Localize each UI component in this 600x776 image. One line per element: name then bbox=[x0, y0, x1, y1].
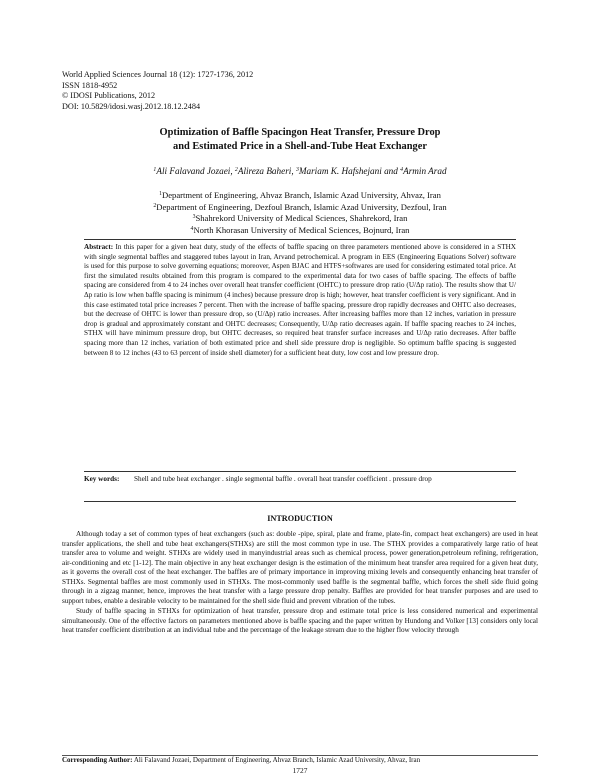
affiliation-4-sup: 4 bbox=[190, 225, 194, 232]
paragraph-2: Study of baffle spacing in STHXs for optimization of heat transfer, pressure drop and estimate total price is less considered numerical and experimental simultaneously. One of the effective factors on parameters mentioned above is baffle spacing and the paper written by Hundong and Volker [13] considers only local heat transfer coefficient distribution at an individual tube and the percentage of the leakage stream due to the higher flow velocity through bbox=[62, 607, 538, 634]
keywords-divider bbox=[84, 501, 516, 502]
corresponding-text: Ali Falavand Jozaei, Department of Engineering, Ahvaz Branch, Islamic Azad University, Ahvaz, Iran bbox=[133, 756, 421, 764]
author-list bbox=[62, 166, 538, 176]
journal-copyright: © IDOSI Publications, 2012 bbox=[62, 91, 156, 101]
corresponding-author bbox=[62, 756, 538, 765]
author-3-name: Mariam K. Hafshejani and bbox=[298, 166, 398, 176]
keywords-text: Shell and tube heat exchanger . single segmental baffle . overall heat transfer coefficient . pressure drop bbox=[134, 475, 432, 483]
affiliation-3-text: Shahrekord University of Medical Sciences, Shahrekord, Iran bbox=[195, 213, 408, 223]
author-1-sup: 1 bbox=[153, 167, 157, 173]
affiliation-3-sup: 3 bbox=[192, 214, 196, 220]
affiliation-4 bbox=[62, 225, 538, 237]
keywords bbox=[84, 474, 516, 484]
abstract-box bbox=[84, 239, 516, 472]
paper-title bbox=[62, 126, 538, 154]
abstract-label: Abstract: bbox=[84, 243, 114, 251]
author-2-sup: 2 bbox=[234, 167, 238, 173]
affiliation-4-text: North Khorasan University of Medical Sciences, Bojnurd, Iran bbox=[193, 224, 410, 235]
affiliation-1-text: Department of Engineering, Ahvaz Branch, Islamic Azad University, Ahvaz, Iran bbox=[162, 190, 441, 200]
keywords-label: Key words: bbox=[84, 475, 120, 483]
abstract bbox=[84, 243, 516, 358]
journal-issn: ISSN 1818-4952 bbox=[62, 80, 118, 90]
journal-doi: DOI: 10.5829/idosi.wasj.2012.18.12.2484 bbox=[62, 101, 201, 111]
affiliation-3 bbox=[62, 213, 538, 225]
journal-citation: World Applied Sciences Journal 18 (12): 1727-1736, 2012 bbox=[62, 70, 254, 79]
affiliation-2 bbox=[62, 202, 538, 214]
title-line-2: and Estimated Price in a Shell-and-Tube Heat Exchanger bbox=[173, 141, 427, 152]
author-1-name: Ali Falavand Jozaei, bbox=[156, 166, 233, 176]
title-line-1: Optimization of Baffle Spacingon Heat Transfer, Pressure Drop bbox=[159, 127, 441, 138]
affiliation-1-sup: 1 bbox=[159, 191, 162, 197]
affiliation-2-sup: 2 bbox=[153, 202, 157, 209]
author-2-name: Alireza Baheri, bbox=[237, 166, 294, 176]
author-4-name: Armin Arad bbox=[403, 166, 447, 176]
affiliation-2-text: Department of Engineering, Dezfoul Branch, Islamic Azad University, Dezfoul, Iran bbox=[156, 201, 447, 212]
author-4-sup: 4 bbox=[400, 167, 404, 173]
abstract-text: In this paper for a given heat duty, study of the effects of baffle spacing on three parameters mentioned above is considered in a STHX with single segmental baffles and staggered tubes layout in Iran, Arvand petrochemical. A program in EES (Engineering Equations Solver) software is used for this purpose to solve governing equations; moreover, Aspen BJAC and HTFS+softwares are used for considering estimated total price. At first the simulated results obtained from this program is compared to the experimental data for two cases of baffle spacing. The effects of baffle spacing are considered from 4 to 24 inches over overall heat transfer coefficient (OHTC) to pressure drop ratio (U/Δp ratio). The results show that U/Δp ratio is low when baffle spacing is minimum (4 inches) because pressure drop is high; however, heat transfer coefficient is very significant. And in this case estimated total price increases 7 percent. Then with the increase of baffle spacing, pressure drop rapidly decreases and OHTC also decreases, but the decrease of OHTC is lower than pressure drop, so (U/Δp) ratio increases. After increasing baffles more than 12 inches, variation in pressure drop is gradual and approximately constant and OHTC decreases; Consequently, U/Δp ratio decreases again. If baffle spacing reaches to 24 inches, STHX will have minimum pressure drop, but OHTC decreases, so required heat transfer surface increases and U/Δp ratio decreases. After baffle spacing more than 12 inches, variation of both estimated price and shell side pressure drop is negligible. So optimum baffle spacing is suggested between 8 to 12 inches (43 to 63 percent of inside shell diameter) for a sufficient heat duty, low cost and low pressure drop. bbox=[84, 243, 516, 357]
affiliation-list bbox=[62, 190, 538, 236]
corresponding-label: Corresponding Author: bbox=[62, 756, 133, 764]
author-3-sup: 3 bbox=[295, 167, 299, 173]
page-number: 1727 bbox=[292, 766, 308, 775]
section-heading: INTRODUCTION bbox=[267, 514, 333, 523]
affiliation-1 bbox=[62, 190, 538, 202]
journal-header bbox=[62, 70, 253, 112]
body-text bbox=[62, 530, 538, 636]
paragraph-1: Although today a set of common types of heat exchangers (such as: double -pipe, spiral, plate and frame, plate-fin, compact heat exchangers) are used in heat transfer applications, the shell and tube heat exchangers(STHXs) are still the most common type in use. The STHX provides a comparatively large ratio of heat transfer area to volume and weight. STHXs are widely used in manyindustrial areas such as chemical process, power generation,petroleum refining, refrigeration, air-conditioning and etc [1-12]. The main objective in any heat exchanger design is the estimation of the minimum heat transfer area required for a given heat duty, as it governs the overall cost of the heat exchanger. The baffles are of primary importance in improving mixing levels and consequently enhancing heat transfer of STHXs. Segmental baffles are most commonly used in STHXs. The most-commonly used baffle is the segmental baffle, which forces the shell side fluid going through in a zigzag manner, hence, improves the heat transfer with a large pressure drop penalty. Baffles are provided for heat transfer purposes and are used to support tubes, enable a desirable velocity to be maintained for the shell side fluid and prevent vibration of the tubes. bbox=[62, 530, 538, 605]
